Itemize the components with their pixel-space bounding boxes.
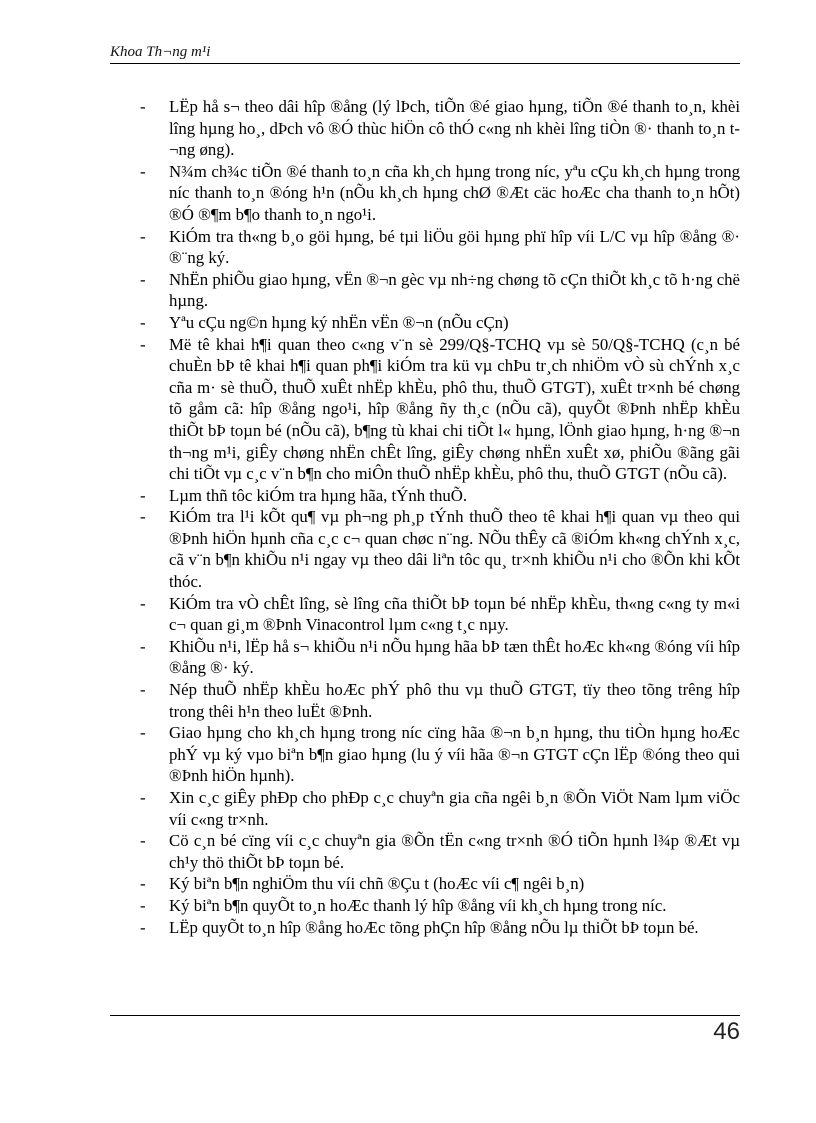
- list-item: [140, 161, 740, 226]
- bullet-dash: -: [140, 788, 146, 807]
- list-item: [140, 506, 740, 592]
- footer-divider: [110, 1015, 740, 1016]
- header-title: Khoa Th¬ng m¹i: [110, 44, 211, 60]
- list-item: [140, 485, 740, 507]
- bullet-dash: -: [140, 831, 146, 851]
- bullet-dash: -: [140, 636, 146, 656]
- bullet-dash: -: [140, 312, 146, 332]
- list-item: [140, 96, 740, 161]
- bullet-dash: -: [140, 507, 146, 527]
- list-item-text: Ký biªn b¶n nghiÖm thu víi chñ ®Çu t (hoÆc víi c¶ ngêi b¸n): [169, 874, 585, 894]
- bullet-dash: -: [140, 895, 146, 915]
- list-item-text: Më tê khai h¶i quan theo c«ng v¨n sè 299/Q§-TCHQ vµ sè 50/Q§-TCHQ (c¸n bé chuÈn bÞ tê khai h¶i quan ph¶i kiÓm tra kü vµ chÞu tr¸ch nhiÖm vÒ sù chÝnh x¸c cña m· sè thuÕ, thuÕ xuÊt nhËp khÈu, phô thu, thuÕ GTGT), xuÊt tr×nh bé chøng tõ gåm cã: hîp ®ång ngo¹i, hîp ®ång ñy th¸c (nÕu cã), quyÕt ®Þnh nhËp khÈu thiÕt bÞ toµn bé (nÕu cã), b¶ng tù khai chi tiÕt l« hµng, lÖnh giao hµng, h·ng ®¬n th¬ng m¹i, giÊy chøng nhËn chÊt lîng, giÊy chøng nhËn xuÊt xø, phiÕu ®ãng gãi chi tiÕt vµ c¸c v¨n b¶n cho miÔn thuÕ nhËp khÈu, phô thu, thuÕ GTGT (nÕu cã).: [169, 334, 740, 484]
- list-item-text: KiÓm tra th«ng b¸o göi hµng, bé tµi liÖu göi hµng phï hîp víi L/C vµ hîp ®ång ®· ®¨ng ký.: [169, 226, 740, 268]
- list-item-text: LËp quyÕt to¸n hîp ®ång hoÆc tõng phÇn hîp ®ång nÕu lµ thiÕt bÞ toµn bé.: [169, 917, 699, 937]
- list-item: [140, 787, 740, 830]
- list-item: [140, 830, 740, 873]
- list-item: [140, 679, 740, 722]
- document-body: [140, 96, 740, 938]
- list-item-text: Nép thuÕ nhËp khÈu hoÆc phÝ phô thu vµ thuÕ GTGT, tïy theo tõng trêng hîp trong thêi h¹n theo luËt ®Þnh.: [169, 680, 740, 721]
- bullet-dash: -: [140, 269, 146, 289]
- bullet-dash: -: [140, 917, 146, 937]
- page-header: [110, 44, 740, 64]
- page-number: 46: [713, 1018, 740, 1045]
- list-item-text: KiÓm tra vÒ chÊt lîng, sè lîng cña thiÕt bÞ toµn bé nhËp khÈu, th«ng c«ng ty m«i c¬ quan gi¸m ®Þnh Vinacontrol lµm c«ng t¸c nµy.: [169, 593, 740, 635]
- bullet-dash: -: [140, 161, 146, 181]
- bullet-dash: -: [140, 593, 146, 613]
- list-item: [140, 873, 740, 895]
- bullet-dash: -: [140, 680, 146, 700]
- list-item-text: KhiÕu n¹i, lËp hå s¬ khiÕu n¹i nÕu hµng hãa bÞ tæn thÊt hoÆc kh«ng ®óng víi hîp ®ång ®· ký.: [169, 636, 740, 678]
- bullet-list: [140, 96, 740, 938]
- list-item: [140, 269, 740, 312]
- list-item: [140, 636, 740, 679]
- bullet-dash: -: [140, 874, 146, 894]
- list-item: [140, 722, 740, 787]
- list-item-text: Cö c¸n bé cïng víi c¸c chuyªn gia ®Õn tËn c«ng tr×nh ®Ó tiÕn hµnh l¾p ®Æt vµ ch¹y thö thiÕt bÞ toµn bé.: [169, 831, 740, 872]
- list-item: [140, 895, 740, 917]
- list-item-text: NhËn phiÕu giao hµng, vËn ®¬n gèc vµ nh÷ng chøng tõ cÇn thiÕt kh¸c tõ h·ng chë hµng.: [169, 269, 740, 311]
- list-item: [140, 334, 740, 485]
- bullet-dash: -: [140, 97, 146, 116]
- list-item-text: LËp hå s¬ theo dâi hîp ®ång (lý lÞch, tiÕn ®é giao hµng, tiÕn ®é thanh to¸n, khèi lîng hµng ho¸, dÞch vô ®Ó thùc hiÖn cô thÓ c«ng nh khèi lîng tiÒn ®· thanh to¸n t¬ng øng).: [169, 97, 740, 160]
- list-item-text: KiÓm tra l¹i kÕt qu¶ vµ ph¬ng ph¸p tÝnh thuÕ theo tê khai h¶i quan vµ theo qui ®Þnh hiÖn hµnh cña c¸c c¬ quan chøc n¨ng. NÕu thÊy cã ®iÓm kh«ng chÝnh x¸c, cã v¨n b¶n khiÕu n¹i ngay vµ theo dâi liªn tôc qu¸ tr×nh khiÕu n¹i cho ®Õn khi kÕt thóc.: [169, 507, 740, 592]
- list-item-text: Ký biªn b¶n quyÕt to¸n hoÆc thanh lý hîp ®ång víi kh¸ch hµng trong níc.: [169, 895, 667, 915]
- bullet-dash: -: [140, 723, 146, 743]
- bullet-dash: -: [140, 226, 146, 246]
- list-item: [140, 917, 740, 939]
- list-item-text: N¾m ch¾c tiÕn ®é thanh to¸n cña kh¸ch hµng trong níc, yªu cÇu kh¸ch hµng trong níc thanh to¸n ®óng h¹n (nÕu kh¸ch hµng chØ ®Æt cäc hoÆc cha thanh to¸n hÕt) ®Ó ®¶m b¶o thanh to¸n ngo¹i.: [169, 161, 740, 224]
- list-item: [140, 312, 740, 334]
- list-item-text: Giao hµng cho kh¸ch hµng trong níc cïng hãa ®¬n b¸n hµng, thu tiÒn hµng hoÆc phÝ vµ ký vµo biªn b¶n giao hµng (lu ý víi hãa ®¬n GTGT cÇn lËp ®óng theo qui ®Þnh hiÖn hµnh).: [169, 723, 740, 786]
- list-item-text: Xin c¸c giÊy phÐp cho phÐp c¸c chuyªn gia cña ngêi b¸n ®Õn ViÖt Nam lµm viÖc víi c«ng tr×nh.: [169, 788, 740, 829]
- list-item: [140, 226, 740, 269]
- list-item-text: Lµm thñ tôc kiÓm tra hµng hãa, tÝnh thuÕ.: [169, 485, 468, 505]
- list-item-text: Yªu cÇu ng©n hµng ký nhËn vËn ®¬n (nÕu cÇn): [169, 312, 509, 332]
- list-item: [140, 593, 740, 636]
- bullet-dash: -: [140, 334, 146, 354]
- bullet-dash: -: [140, 485, 146, 505]
